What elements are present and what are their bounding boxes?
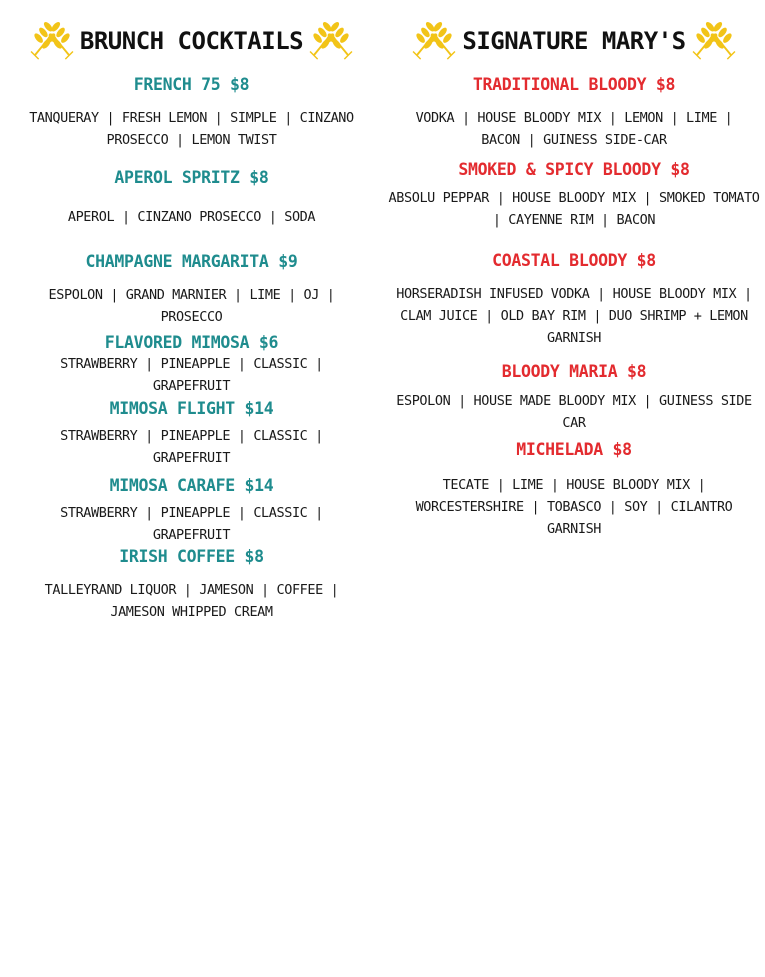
item-name: COASTAL BLOODY $8 xyxy=(492,251,656,270)
section-title: SIGNATURE MARY'S xyxy=(462,27,686,55)
menu-item xyxy=(0,168,383,228)
signature-marys-column xyxy=(383,0,765,537)
item-description: TANQUERAY | FRESH LEMON | SIMPLE | CINZANO PROSECCO | LEMON TWIST xyxy=(29,110,354,148)
item-name: BLOODY MARIA $8 xyxy=(501,362,647,381)
brunch-cocktails-column xyxy=(0,0,383,620)
item-name: SMOKED & SPICY BLOODY $8 xyxy=(458,160,690,179)
item-description: ESPOLON | GRAND MARNIER | LIME | OJ | PROSECCO xyxy=(48,287,335,325)
menu-item xyxy=(0,252,383,328)
signature-marys-header xyxy=(383,0,765,80)
item-name: MIMOSA FLIGHT $14 xyxy=(109,399,274,418)
item-name: IRISH COFFEE $8 xyxy=(119,547,264,566)
item-description: STRAWBERRY | PINEAPPLE | CLASSIC | GRAPEFRUIT xyxy=(60,428,323,466)
brunch-cocktails-header xyxy=(0,0,383,80)
menu-item xyxy=(0,476,383,546)
wheat-icon xyxy=(410,21,458,61)
item-name: CHAMPAGNE MARGARITA $9 xyxy=(85,252,298,271)
menu-item xyxy=(383,75,765,151)
menu-item xyxy=(0,333,383,397)
item-description: ESPOLON | HOUSE MADE BLOODY MIX | GUINESS SIDE CAR xyxy=(396,393,752,431)
menu-item xyxy=(383,251,765,349)
wheat-icon xyxy=(307,21,355,61)
menu-item xyxy=(0,75,383,151)
item-description: ABSOLU PEPPAR | HOUSE BLOODY MIX | SMOKED TOMATO | CAYENNE RIM | BACON xyxy=(388,190,760,228)
menu-item xyxy=(383,440,765,540)
item-description: TALLEYRAND LIQUOR | JAMESON | COFFEE | JAMESON WHIPPED CREAM xyxy=(44,582,339,620)
item-name: TRADITIONAL BLOODY $8 xyxy=(472,75,676,94)
item-description: APEROL | CINZANO PROSECCO | SODA xyxy=(67,209,316,225)
section-title: BRUNCH COCKTAILS xyxy=(79,27,304,55)
wheat-icon xyxy=(690,21,738,61)
item-name: FRENCH 75 $8 xyxy=(133,75,250,94)
menu-item xyxy=(0,547,383,623)
menu-item xyxy=(383,160,765,231)
item-description: STRAWBERRY | PINEAPPLE | CLASSIC | GRAPEFRUIT xyxy=(60,505,323,543)
item-name: MIMOSA CARAFE $14 xyxy=(109,476,274,495)
item-description: VODKA | HOUSE BLOODY MIX | LEMON | LIME | BACON | GUINESS SIDE-CAR xyxy=(415,110,733,148)
wheat-icon xyxy=(28,21,76,61)
item-description: TECATE | LIME | HOUSE BLOODY MIX | WORCESTERSHIRE | TOBASCO | SOY | CILANTRO GARNISH xyxy=(415,477,733,537)
item-name: FLAVORED MIMOSA $6 xyxy=(104,333,279,352)
item-description: STRAWBERRY | PINEAPPLE | CLASSIC | GRAPEFRUIT xyxy=(60,356,323,394)
menu-item xyxy=(0,399,383,469)
item-name: MICHELADA $8 xyxy=(516,440,632,459)
item-description: HORSERADISH INFUSED VODKA | HOUSE BLOODY MIX | CLAM JUICE | OLD BAY RIM | DUO SHRIMP + LEMON GARNISH xyxy=(396,286,752,346)
item-name: APEROL SPRITZ $8 xyxy=(114,168,269,187)
menu-item xyxy=(383,362,765,434)
